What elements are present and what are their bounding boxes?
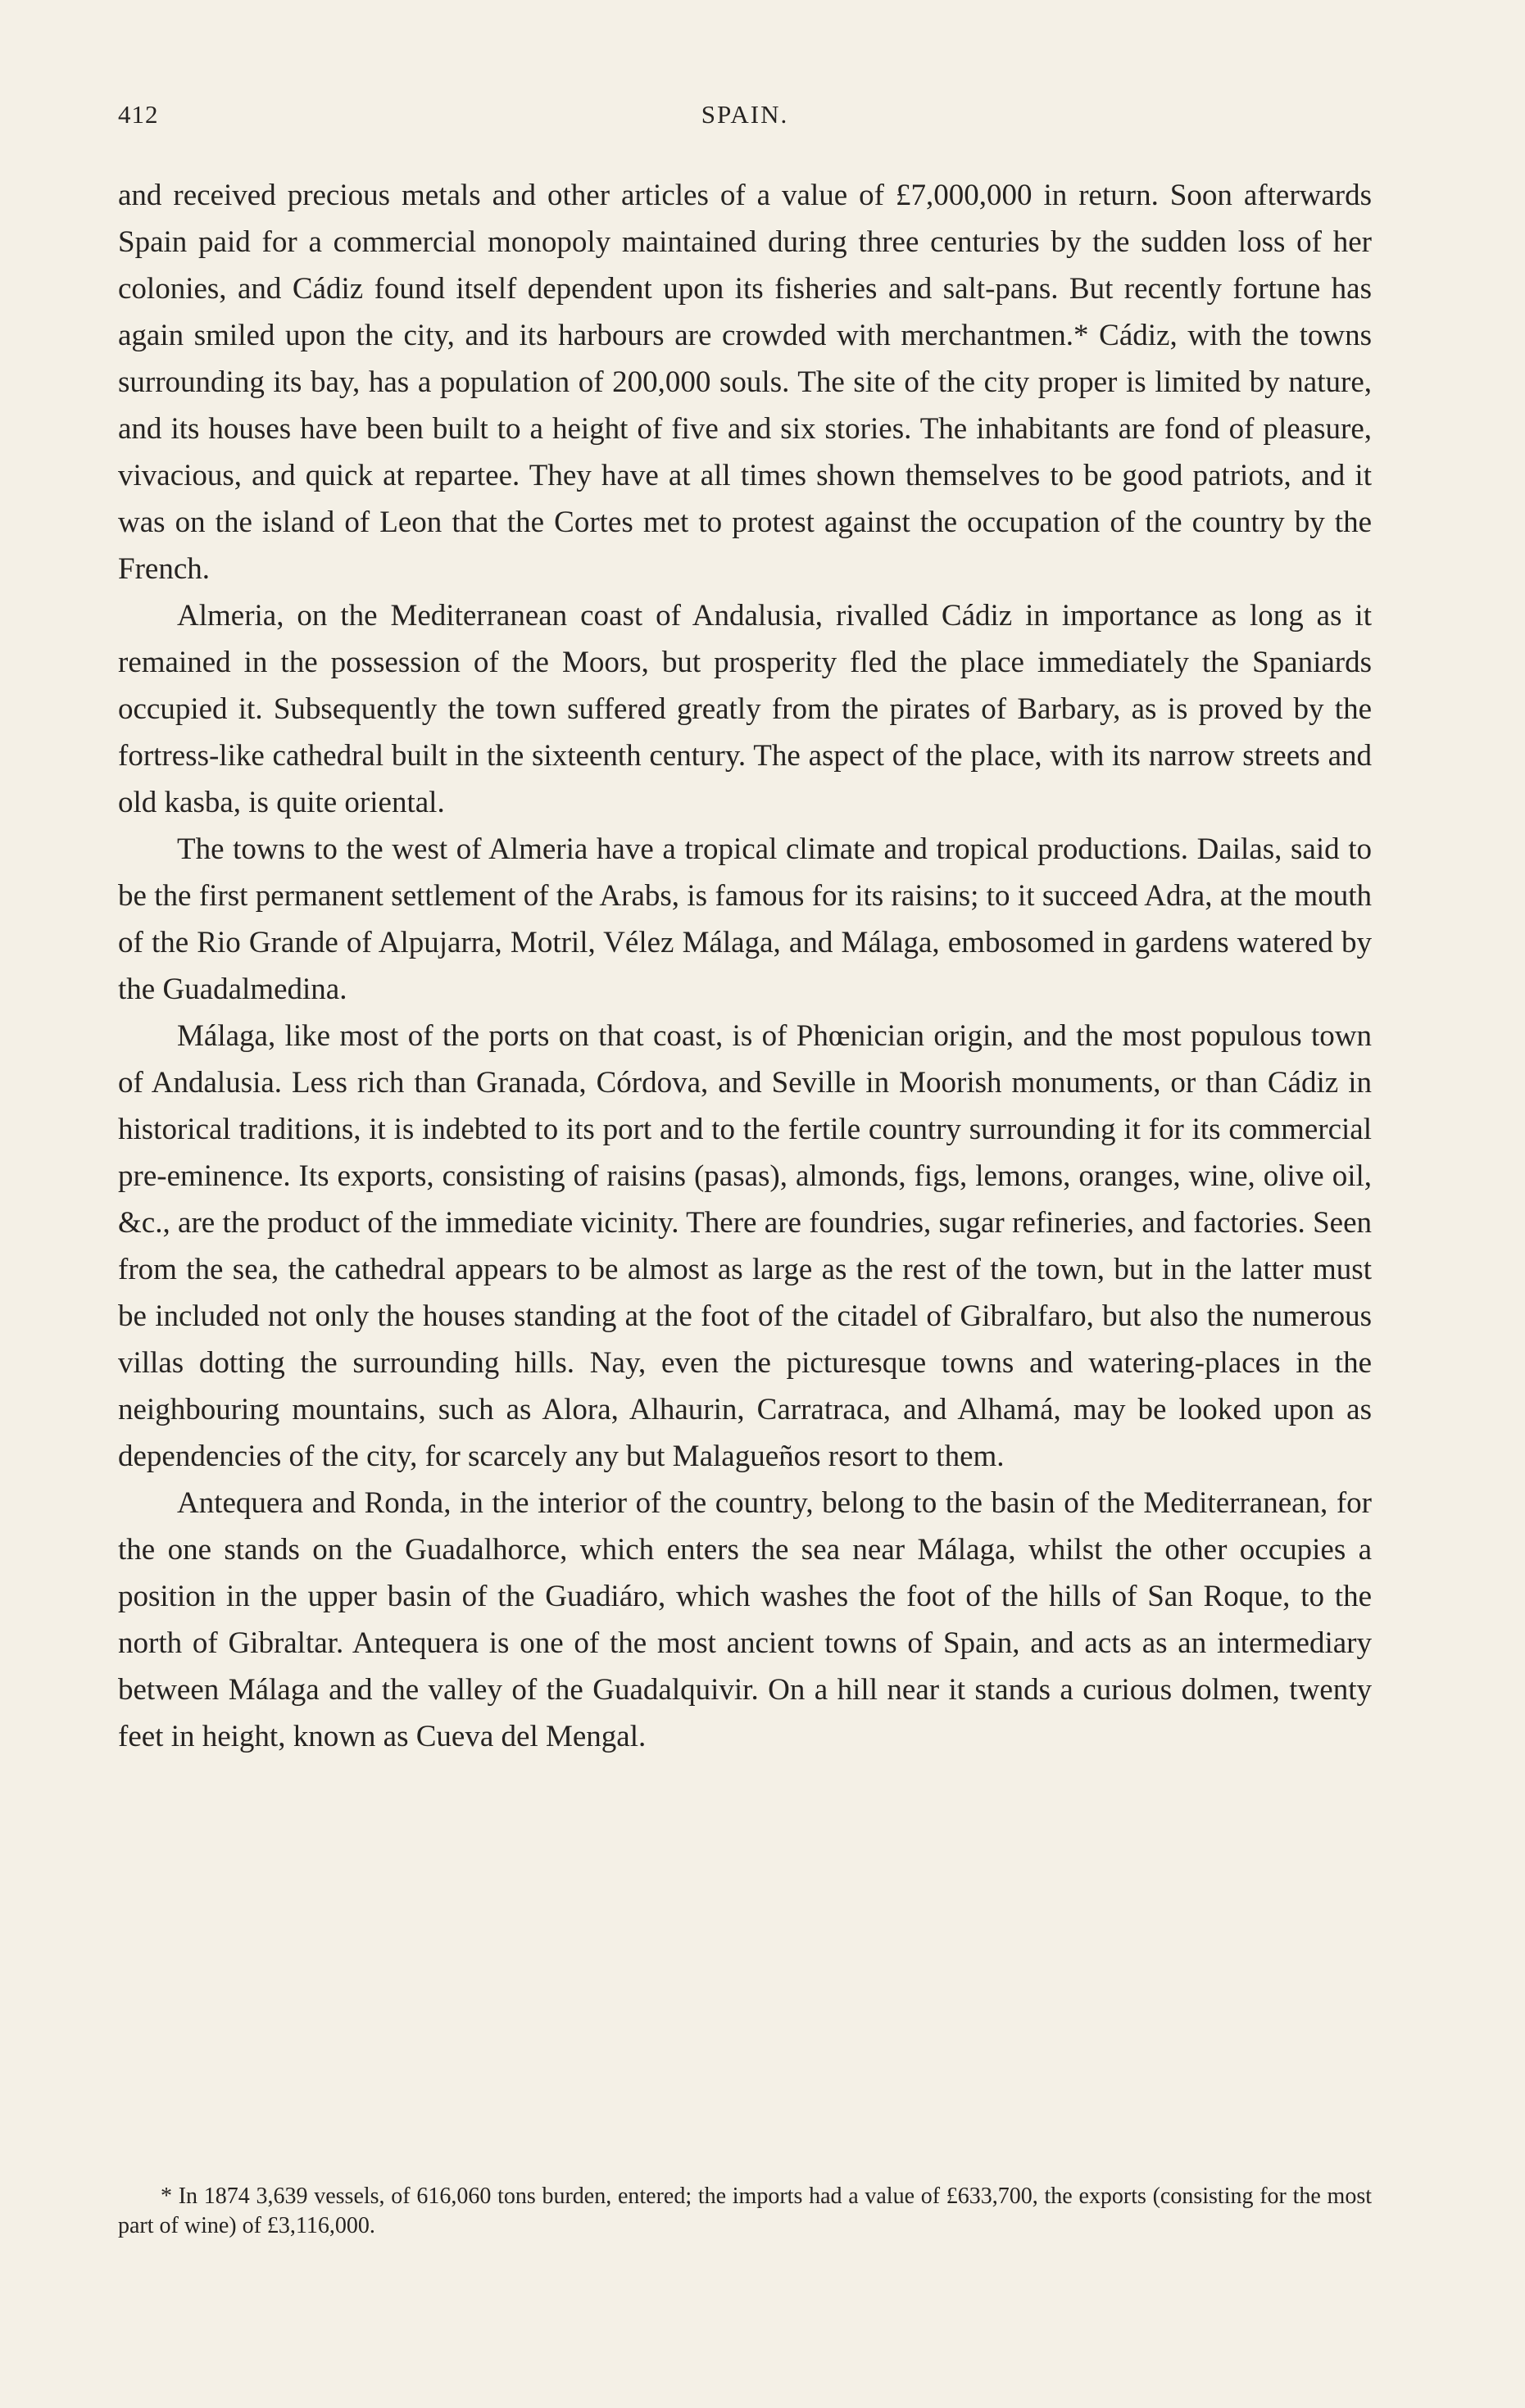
page-number: 412 [118, 100, 159, 129]
body-text [118, 172, 1372, 1760]
paragraph-malaga: Málaga, like most of the ports on that coast, is of Phœnician origin, and the most populous town of Andalusia. Less rich than Granada, Córdova, and Seville in Moorish monuments, or than Cádiz in historical traditions, it is indebted to its port and to the fertile country surrounding it for its commercial pre-eminence. Its exports, consisting of raisins (pasas), almonds, figs, lemons, oranges, wine, olive oil, &c., are the product of the immediate vicinity. There are foundries, sugar refineries, and factories. Seen from the sea, the cathedral appears to be almost as large as the rest of the town, but in the latter must be included not only the houses standing at the foot of the citadel of Gibralfaro, but also the numerous villas dotting the surrounding hills. Nay, even the picturesque towns and watering-places in the neighbouring mountains, such as Alora, Alhaurin, Carratraca, and Alhamá, may be looked upon as dependencies of the city, for scarcely any but Malagueños resort to them. [118, 1019, 1372, 1473]
paragraph-cadiz-continued: and received precious metals and other articles of a value of £7,000,000 in return. Soon afterwards Spain paid for a commercial monopoly maintained during three centuries by the sudden loss of her colonies, and Cádiz found itself dependent upon its fisheries and salt-pans. But recently fortune has again smiled upon the city, and its harbours are crowded with merchantmen.* Cádiz, with the towns surrounding its bay, has a population of 200,000 souls. The site of the city proper is limited by nature, and its houses have been built to a height of five and six stories. The inhabitants are fond of pleasure, vivacious, and quick at repartee. They have at all times shown themselves to be good patriots, and it was on the island of Leon that the Cortes met to protest against the occupation of the country by the French. [118, 179, 1372, 586]
paragraph-west-of-almeria: The towns to the west of Almeria have a tropical climate and tropical productions. Dailas, said to be the first permanent settlement of the Arabs, is famous for its raisins; to it succeed Adra, at the mouth of the Rio Grande of Alpujarra, Motril, Vélez Málaga, and Málaga, embosomed in gardens watered by the Guadalmedina. [118, 832, 1372, 1006]
running-head [118, 100, 1372, 136]
paragraph-almeria: Almeria, on the Mediterranean coast of Andalusia, rivalled Cádiz in importance as long as it remained in the possession of the Moors, but prosperity fled the place immediately the Spaniards occupied it. Subsequently the town suffered greatly from the pirates of Barbary, as is proved by the fortress-like cathedral built in the sixteenth century. The aspect of the place, with its narrow streets and old kasba, is quite oriental. [118, 599, 1372, 819]
running-title: SPAIN. [701, 100, 789, 129]
footnote: * In 1874 3,639 vessels, of 616,060 tons burden, entered; the imports had a value of £633,700, the exports (consisting for the most part of wine) of £3,116,000. [118, 2184, 1372, 2238]
paragraph-antequera-ronda: Antequera and Ronda, in the interior of the country, belong to the basin of the Mediterranean, for the one stands on the Guadalhorce, which enters the sea near Málaga, whilst the other occupies a position in the upper basin of the Guadiáro, which washes the foot of the hills of San Roque, to the north of Gibraltar. Antequera is one of the most ancient towns of Spain, and acts as an intermediary between Málaga and the valley of the Guadalquivir. On a hill near it stands a curious dolmen, twenty feet in height, known as Cueva del Mengal. [118, 1486, 1372, 1753]
